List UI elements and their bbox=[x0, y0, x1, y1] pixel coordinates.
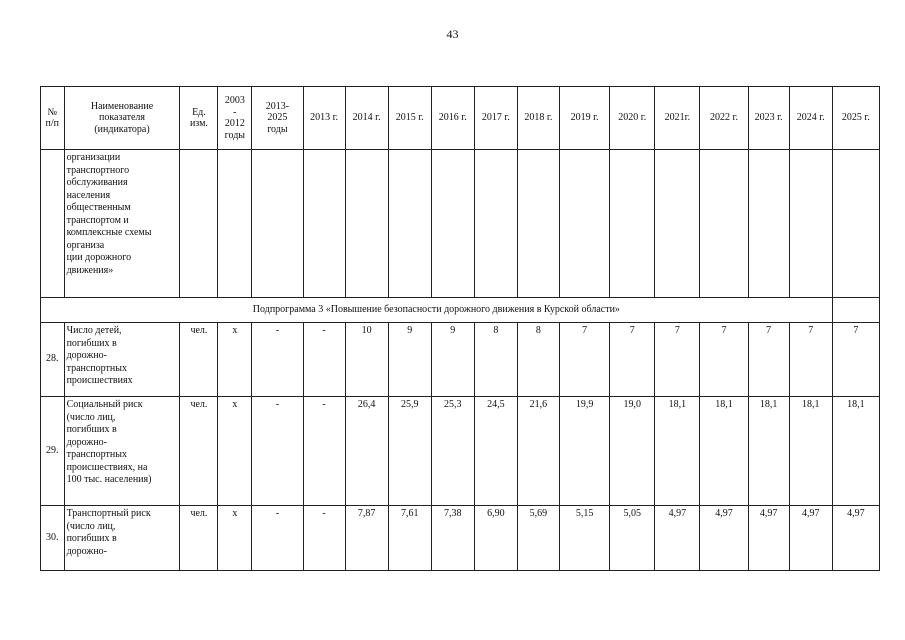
header-unit: Ед. изм. bbox=[180, 87, 218, 150]
header-2018: 2018 г. bbox=[517, 87, 559, 150]
value-cell: 7,61 bbox=[388, 506, 431, 571]
table-cell bbox=[517, 150, 559, 298]
indicators-table bbox=[40, 86, 880, 571]
table-cell bbox=[345, 150, 388, 298]
cell-2013: - bbox=[303, 506, 345, 571]
table-cell bbox=[431, 150, 474, 298]
cell-2013-2025: - bbox=[252, 397, 303, 506]
header-name: Наименование показателя (индикатора) bbox=[64, 87, 180, 150]
value-cell: 8 bbox=[517, 323, 559, 397]
value-cell: 26,4 bbox=[345, 397, 388, 506]
cell-2013-2025: - bbox=[252, 323, 303, 397]
table-cell bbox=[559, 150, 609, 298]
table-cell bbox=[41, 150, 65, 298]
table-cell bbox=[388, 150, 431, 298]
table-cell bbox=[832, 298, 879, 323]
value-cell: 4,97 bbox=[832, 506, 879, 571]
value-cell: 18,1 bbox=[789, 397, 832, 506]
table-cell bbox=[610, 150, 655, 298]
indicator-name: Транспортный риск (число лиц, погибших в дорожно- bbox=[64, 506, 180, 571]
table-cell bbox=[700, 150, 748, 298]
value-cell: 5,05 bbox=[610, 506, 655, 571]
header-2019: 2019 г. bbox=[559, 87, 609, 150]
value-cell: 4,97 bbox=[655, 506, 700, 571]
value-cell: 18,1 bbox=[748, 397, 789, 506]
value-cell: 9 bbox=[388, 323, 431, 397]
value-cell: 8 bbox=[474, 323, 517, 397]
value-cell: 18,1 bbox=[655, 397, 700, 506]
unit-cell: чел. bbox=[180, 506, 218, 571]
data-rows bbox=[41, 323, 880, 571]
header-2016: 2016 г. bbox=[431, 87, 474, 150]
value-cell: 7 bbox=[655, 323, 700, 397]
value-cell: 7 bbox=[610, 323, 655, 397]
value-cell: 7 bbox=[832, 323, 879, 397]
indicator-name: Социальный риск (число лиц, погибших в дорожно- транспортных происшествиях, на 100 тыс. населения) bbox=[64, 397, 180, 506]
value-cell: 7,38 bbox=[431, 506, 474, 571]
value-cell: 5,15 bbox=[559, 506, 609, 571]
cell-2013: - bbox=[303, 397, 345, 506]
value-cell: 7 bbox=[748, 323, 789, 397]
value-cell: 19,9 bbox=[559, 397, 609, 506]
value-cell: 24,5 bbox=[474, 397, 517, 506]
value-cell: 10 bbox=[345, 323, 388, 397]
header-2017: 2017 г. bbox=[474, 87, 517, 150]
header-2024: 2024 г. bbox=[789, 87, 832, 150]
header-2015: 2015 г. bbox=[388, 87, 431, 150]
subprogram-row bbox=[41, 298, 880, 323]
value-cell: 4,97 bbox=[789, 506, 832, 571]
header-2013: 2013 г. bbox=[303, 87, 345, 150]
cell-2003-2012: x bbox=[218, 506, 252, 571]
value-cell: 7,87 bbox=[345, 506, 388, 571]
value-cell: 4,97 bbox=[700, 506, 748, 571]
table-cell bbox=[655, 150, 700, 298]
header-2014: 2014 г. bbox=[345, 87, 388, 150]
indicator-name: Число детей, погибших в дорожно- транспортных происшествиях bbox=[64, 323, 180, 397]
header-2023: 2023 г. bbox=[748, 87, 789, 150]
table-row bbox=[41, 506, 880, 571]
table-cell bbox=[832, 150, 879, 298]
header-2022: 2022 г. bbox=[700, 87, 748, 150]
table-header-row bbox=[41, 87, 880, 150]
table-cell bbox=[474, 150, 517, 298]
unit-cell: чел. bbox=[180, 323, 218, 397]
page-number: 43 bbox=[446, 27, 459, 41]
subprogram-title: Подпрограмма 3 «Повышение безопасности дорожного движения в Курской области» bbox=[41, 298, 833, 323]
row-number: 28. bbox=[41, 323, 65, 397]
table-cell bbox=[252, 150, 303, 298]
header-2025: 2025 г. bbox=[832, 87, 879, 150]
row-number: 29. bbox=[41, 397, 65, 506]
value-cell: 19,0 bbox=[610, 397, 655, 506]
cell-2013: - bbox=[303, 323, 345, 397]
header-2020: 2020 г. bbox=[610, 87, 655, 150]
cell-2013-2025: - bbox=[252, 506, 303, 571]
value-cell: 9 bbox=[431, 323, 474, 397]
value-cell: 25,9 bbox=[388, 397, 431, 506]
table-cell bbox=[218, 150, 252, 298]
value-cell: 6,90 bbox=[474, 506, 517, 571]
table-cell bbox=[748, 150, 789, 298]
header-2013-2025: 2013- 2025 годы bbox=[252, 87, 303, 150]
value-cell: 21,6 bbox=[517, 397, 559, 506]
table-cell bbox=[303, 150, 345, 298]
table-row bbox=[41, 323, 880, 397]
table-cell bbox=[789, 150, 832, 298]
continuation-text: организации транспортного обслуживания населения общественным транспортом и комплексные схемы организа ции дорожного движения» bbox=[64, 150, 180, 298]
value-cell: 7 bbox=[700, 323, 748, 397]
row-number: 30. bbox=[41, 506, 65, 571]
header-2021: 2021г. bbox=[655, 87, 700, 150]
value-cell: 25,3 bbox=[431, 397, 474, 506]
value-cell: 5,69 bbox=[517, 506, 559, 571]
value-cell: 7 bbox=[789, 323, 832, 397]
value-cell: 7 bbox=[559, 323, 609, 397]
cell-2003-2012: x bbox=[218, 323, 252, 397]
value-cell: 18,1 bbox=[700, 397, 748, 506]
value-cell: 18,1 bbox=[832, 397, 879, 506]
table-cell bbox=[180, 150, 218, 298]
unit-cell: чел. bbox=[180, 397, 218, 506]
header-2003-2012: 2003 - 2012 годы bbox=[218, 87, 252, 150]
table-row bbox=[41, 397, 880, 506]
header-num: № п/п bbox=[41, 87, 65, 150]
continuation-row bbox=[41, 150, 880, 298]
value-cell: 4,97 bbox=[748, 506, 789, 571]
cell-2003-2012: x bbox=[218, 397, 252, 506]
